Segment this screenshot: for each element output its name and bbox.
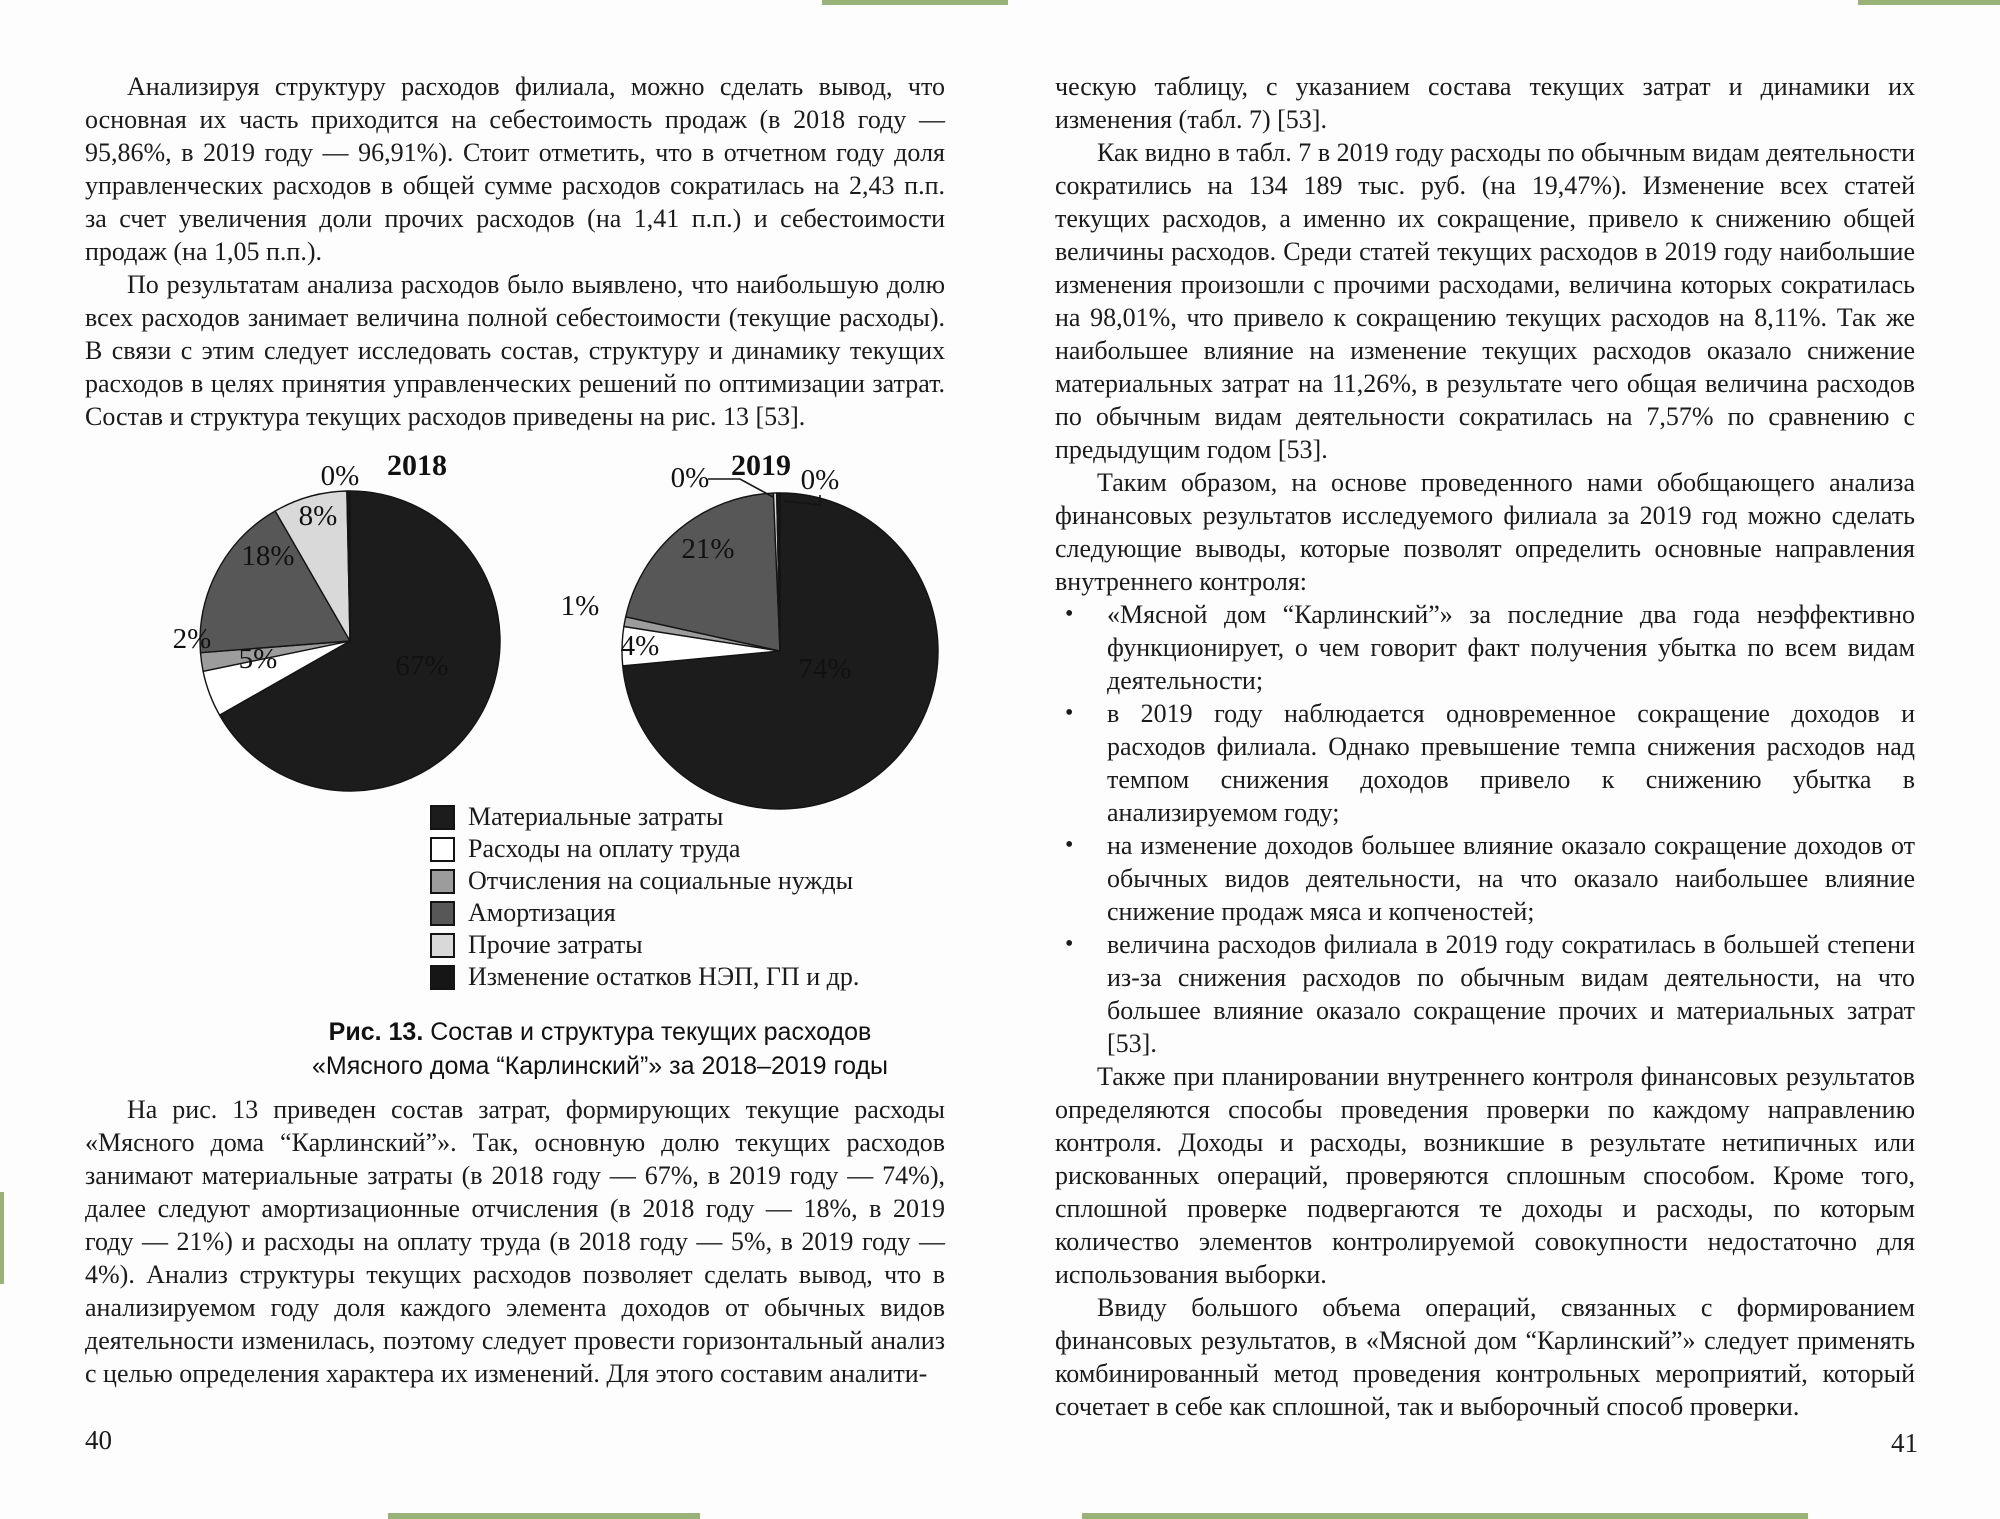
pie-value-label: 67%: [395, 650, 449, 682]
legend-label: Изменение остатков НЭП, ГП и др.: [468, 962, 860, 991]
list-item-text: величина расходов филиала в 2019 году сократилась в большей степени из-за снижения расходов по обычным видам деятельности, на что большее влияние оказало сокращение прочих и материальных затрат [53].: [1107, 930, 1915, 1058]
bullet-icon: •: [1065, 601, 1074, 627]
chart-title-2018: 2018: [387, 449, 447, 482]
legend-swatch-icon: [430, 869, 455, 894]
list-item-text: «Мясной дом “Карлинский”» за последние два года неэффективно функционирует, о чем говорит факт получения убытка по всем видам деятельности;: [1107, 600, 1915, 695]
pie-value-label: 74%: [798, 653, 852, 685]
paragraph: По результатам анализа расходов было выявлено, что наибольшую долю всех расходов занимает величина полной себестоимости (текущие расходы). В связи с этим следует исследовать состав, структуру и динамику текущих расходов в целях принятия управленческих решений по оптимизации затрат. Состав и структура текущих расходов приведены на рис. 13 [53].: [85, 270, 945, 431]
legend-item: [430, 833, 859, 865]
figure-caption-line2: «Мясного дома “Карлинский”» за 2018–2019 годы: [311, 1052, 889, 1080]
legend-item: [430, 929, 859, 961]
figure-caption-text: Состав и структура текущих расходов: [423, 1018, 872, 1046]
pie-value-label: 21%: [681, 533, 735, 565]
legend-item: [430, 865, 859, 897]
legend-item: [430, 801, 859, 833]
legend-label: Прочие затраты: [468, 930, 643, 959]
left-page-text: [85, 70, 945, 1390]
list-item: [1055, 697, 1915, 829]
legend-label: Отчисления на социальные нужды: [468, 866, 854, 895]
list-item: [1055, 928, 1915, 1060]
pie-2018-svg: [140, 443, 560, 803]
paragraph: ческую таблицу, с указанием состава текущих затрат и динамики их изменения (табл. 7) [53].: [1055, 72, 1915, 134]
paragraph: На рис. 13 приведен состав затрат, формирующих текущие расходы «Мясного дома “Карлинский”». Так, основную долю текущих расходов занимают материальные затраты (в 2018 году — 67%, в 2019 году — 74%), далее следуют амортизационные отчисления (в 2018 году — 18%, в 2019 году — 21%) и расходы на оплату труда (в 2018 году — 5%, в 2019 году — 4%). Анализ структуры текущих расходов позволяет сделать вывод, что в анализируемом году доля каждого элемента доходов от обычных видов деятельности изменилась, поэтому следует провести горизонтальный анализ с целью определения характера их изменений. Для этого составим аналити-: [85, 1095, 945, 1388]
pie-chart-2018: [140, 443, 560, 808]
list-item: [1055, 829, 1915, 928]
pie-value-label: 0%: [800, 464, 840, 496]
figure-13: [85, 443, 1085, 1093]
figure-caption: [170, 1015, 1030, 1083]
legend-swatch-icon: [430, 837, 455, 862]
list-item-text: в 2019 году наблюдается одновременное сокращение доходов и расходов филиала. Однако превышение темпа снижения расходов над темпом снижения доходов привело к снижению убытка в анализируемом году;: [1107, 699, 1915, 827]
list-item-text: на изменение доходов большее влияние оказало сокращение доходов от обычных видов деятельности, на что оказало наибольшее влияние снижение продаж мяса и копченостей;: [1107, 831, 1915, 926]
bullet-icon: •: [1065, 700, 1074, 726]
pie-chart-2019: [530, 443, 1030, 818]
pie-value-label: 1%: [560, 590, 600, 622]
page-number-left: 40: [85, 1425, 112, 1455]
pie-value-label: 18%: [241, 540, 295, 572]
paragraph: Ввиду большого объема операций, связанных с формированием финансовых результатов, в «Мясной дом “Карлинский”» следует применять комбинированный метод проведения контрольных мероприятий, который сочетает в себе как сплошной, так и выборочный способ проверки.: [1055, 1293, 1915, 1421]
page-number-right: 41: [1891, 1428, 1918, 1458]
legend-swatch-icon: [430, 901, 455, 926]
pie-value-label: 8%: [298, 500, 338, 532]
chart-title-2019: 2019: [731, 449, 791, 482]
pie-value-label: 4%: [620, 630, 660, 662]
figure-caption-label: Рис. 13.: [328, 1018, 424, 1046]
paragraph: Анализируя структуру расходов филиала, можно сделать вывод, что основная их часть приходится на себестоимость продаж (в 2018 году — 95,86%, в 2019 году — 96,91%). Стоит отметить, что в отчетном году доля управленческих расходов в общей сумме расходов сократилась на 2,43 п.п. за счет увеличения доли прочих расходов (на 1,41 п.п.) и себестоимости продаж (на 1,05 п.п.).: [85, 72, 945, 266]
bullet-icon: •: [1065, 832, 1074, 858]
conclusions-list: [1055, 598, 1915, 1060]
legend-label: Материальные затраты: [468, 802, 724, 831]
paragraph: Таким образом, на основе проведенного нами обобщающего анализа финансовых результатов исследуемого филиала за 2019 год можно сделать следующие выводы, которые позволят определить основные направления внутреннего контроля:: [1055, 468, 1915, 596]
chart-legend: [430, 801, 859, 993]
legend-item: [430, 961, 859, 993]
pie-value-label: 2%: [172, 623, 212, 655]
legend-label: Расходы на оплату труда: [468, 834, 741, 863]
right-page: [1000, 0, 2000, 1519]
legend-swatch-icon: [430, 965, 455, 990]
list-item: [1055, 598, 1915, 697]
pie-value-label: 0%: [670, 462, 710, 494]
legend-item: [430, 897, 859, 929]
pie-value-label: 5%: [238, 643, 278, 675]
legend-label: Амортизация: [468, 898, 616, 927]
legend-swatch-icon: [430, 805, 455, 830]
paragraph: Также при планировании внутреннего контроля финансовых результатов определяются способы проведения проверки по каждому направлению контроля. Доходы и расходы, возникшие в результате нетипичных или рискованных операций, проверяются сплошным способом. Кроме того, сплошной проверке подвергаются те доходы и расходы, по которым количество элементов контролируемой совокупности недостаточно для использования выборки.: [1055, 1062, 1915, 1289]
paragraph: Как видно в табл. 7 в 2019 году расходы по обычным видам деятельности сократились на 134 189 тыс. руб. (на 19,47%). Изменение всех статей текущих расходов, а именно их сокращение, привело к снижению общей величины расходов. Среди статей текущих расходов в 2019 году наибольшие изменения произошли с прочими расходами, величина которых сократилась на 98,01%, что привело к сокращению текущих расходов на 8,11%. Так же наибольшее влияние на изменение текущих расходов оказало снижение материальных затрат на 11,26%, в результате чего общая величина расходов по обычным видам деятельности сократилась на 7,57% по сравнению с предыдущим годом [53].: [1055, 138, 1915, 464]
bullet-icon: •: [1065, 931, 1074, 957]
right-page-text: [1055, 70, 1915, 1423]
pie-2019-svg: [530, 443, 1030, 813]
legend-swatch-icon: [430, 933, 455, 958]
pie-value-label: 0%: [320, 460, 360, 492]
